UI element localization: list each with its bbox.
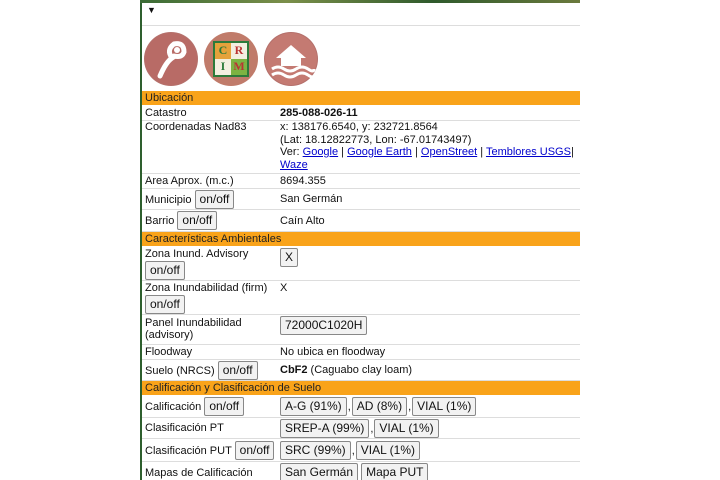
mapas-label: Mapas de Calificación bbox=[145, 466, 253, 479]
suelo-label: Suelo (NRCS) bbox=[145, 364, 215, 377]
row-panel bbox=[142, 315, 580, 345]
panel-label: Panel Inundabilidad (advisory) bbox=[145, 317, 242, 341]
zona-firm-value: X bbox=[280, 282, 288, 294]
zona-advisory-button[interactable]: X bbox=[280, 248, 298, 267]
row-catastro bbox=[142, 106, 580, 121]
link-openstreet[interactable]: OpenStreet bbox=[420, 146, 478, 158]
catastro-value: 285-088-026-11 bbox=[280, 107, 358, 119]
row-mapas bbox=[142, 462, 580, 480]
calif-button-vial[interactable]: VIAL (1%) bbox=[412, 397, 476, 416]
row-barrio bbox=[142, 210, 580, 232]
municipio-value: San Germán bbox=[280, 193, 343, 205]
crim-letter: I bbox=[220, 59, 226, 73]
section-ubicacion: Ubicación bbox=[142, 91, 580, 106]
put-label: Clasificación PUT bbox=[145, 444, 232, 457]
floodway-value: No ubica en floodway bbox=[280, 346, 386, 358]
municipio-onoff-button[interactable]: on/off bbox=[195, 190, 235, 209]
panel-button[interactable]: 72000C1020H bbox=[280, 316, 367, 335]
coord-latlon: (Lat: 18.12822773, Lon: -67.01743497) bbox=[280, 133, 472, 146]
mapa-put-button[interactable]: Mapa PUT bbox=[361, 463, 428, 480]
house-waves-icon[interactable] bbox=[264, 32, 318, 86]
barrio-label: Barrio bbox=[145, 215, 175, 227]
row-suelo bbox=[142, 360, 580, 381]
zona-firm-onoff-button[interactable]: on/off bbox=[145, 295, 185, 314]
row-zona-firm bbox=[142, 281, 580, 315]
put-button-vial[interactable]: VIAL (1%) bbox=[356, 441, 420, 460]
map-area[interactable] bbox=[0, 0, 143, 480]
logo-bar bbox=[142, 26, 580, 91]
calificacion-onoff-button[interactable]: on/off bbox=[204, 397, 244, 416]
put-button-src[interactable]: SRC (99%) bbox=[280, 441, 351, 460]
row-floodway bbox=[142, 345, 580, 360]
crim-letter: C bbox=[215, 43, 231, 59]
pt-label: Clasificación PT bbox=[145, 422, 224, 434]
barrio-value: Caín Alto bbox=[280, 214, 325, 227]
calif-button-ad[interactable]: AD (8%) bbox=[352, 397, 407, 416]
crim-letter: M bbox=[231, 59, 247, 75]
suelo-code: CbF2 bbox=[280, 364, 308, 376]
info-panel bbox=[142, 3, 580, 480]
mapa-san-german-button[interactable]: San Germán bbox=[280, 463, 358, 480]
barrio-onoff-button[interactable]: on/off bbox=[177, 211, 217, 230]
link-waze[interactable]: Waze bbox=[280, 158, 308, 171]
row-municipio bbox=[142, 189, 580, 210]
crim-letter: R bbox=[234, 43, 244, 57]
link-google[interactable]: Google bbox=[302, 146, 339, 158]
ver-label: Ver: bbox=[280, 146, 300, 158]
put-onoff-button[interactable]: on/off bbox=[235, 441, 275, 460]
section-calificacion: Calificación y Clasificación de Suelo bbox=[142, 381, 580, 396]
row-coordenadas: Coordenadas Nad83 x: 138176.6540, y: 232721.8564 (Lat: 18.12822773, Lon: -67.01743497) Ver: Google | Google Earth | OpenStreet | Temblores USGS| Waze bbox=[142, 121, 580, 174]
municipio-label: Municipio bbox=[145, 193, 192, 206]
calif-button-ag[interactable]: A-G (91%) bbox=[280, 397, 347, 416]
suelo-desc: (Caguabo clay loam) bbox=[307, 364, 413, 376]
section-ambientales: Características Ambientales bbox=[142, 232, 580, 247]
crim-logo-icon[interactable] bbox=[204, 32, 258, 86]
planner-logo-icon[interactable] bbox=[144, 32, 198, 86]
calificacion-label: Calificación bbox=[145, 401, 202, 413]
area-label: Area Aprox. (m.c.) bbox=[145, 175, 234, 187]
coord-xy: x: 138176.6540, y: 232721.8564 bbox=[280, 121, 438, 133]
row-zona-advisory bbox=[142, 247, 580, 281]
suelo-onoff-button[interactable]: on/off bbox=[218, 361, 258, 380]
row-area bbox=[142, 174, 580, 189]
zona-firm-label: Zona Inundabilidad (firm) bbox=[145, 282, 268, 294]
link-usgs[interactable]: Temblores USGS bbox=[485, 146, 571, 158]
pt-button-srep[interactable]: SREP-A (99%) bbox=[280, 419, 369, 438]
row-clasificacion-put: Clasificación PUT on/off SRC (99%) , VIAL (1%) bbox=[142, 439, 580, 462]
row-clasificacion-pt: Clasificación PT SREP-A (99%) , VIAL (1%) bbox=[142, 418, 580, 439]
floodway-label: Floodway bbox=[145, 346, 193, 358]
zona-advisory-label: Zona Inund. Advisory bbox=[145, 248, 249, 260]
area-value: 8694.355 bbox=[280, 175, 326, 187]
coord-label: Coordenadas Nad83 bbox=[145, 121, 247, 133]
pt-button-vial[interactable]: VIAL (1%) bbox=[374, 419, 438, 438]
link-google-earth[interactable]: Google Earth bbox=[347, 146, 412, 158]
zona-advisory-onoff-button[interactable]: on/off bbox=[145, 261, 185, 280]
catastro-label: Catastro bbox=[145, 107, 187, 119]
row-calificacion: Calificación on/off A-G (91%) , AD (8%) , VIAL (1%) bbox=[142, 396, 580, 418]
collapse-caret-icon[interactable]: ▼ bbox=[147, 5, 156, 15]
panel-topbar bbox=[142, 3, 580, 26]
